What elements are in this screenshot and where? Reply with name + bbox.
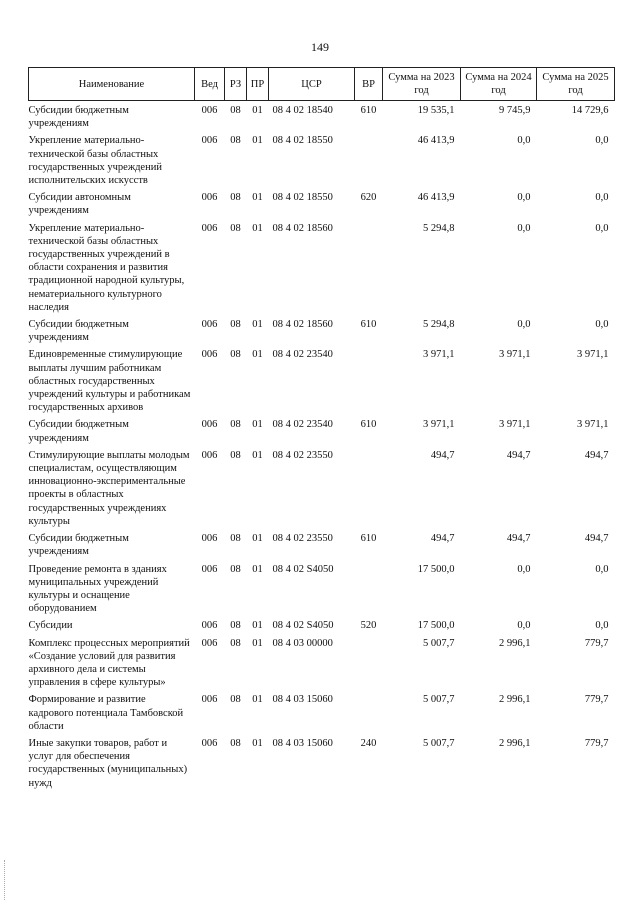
cell-rz: 08 bbox=[230, 449, 241, 461]
cell-sum-2024: 0,0 bbox=[517, 192, 531, 204]
table-row bbox=[29, 219, 615, 315]
cell-sum-2023: 17 500,0 bbox=[417, 563, 455, 575]
cell-vr: 240 bbox=[360, 737, 377, 749]
cell-sum-2025: 779,7 bbox=[584, 694, 609, 706]
table-row bbox=[29, 634, 615, 691]
cell-name: Стимулирующие выплаты молодым специалистам, осуществляющим инновационно-экспериментальные проекты в областных государственных учреждениях культуры bbox=[28, 449, 190, 527]
cell-vr bbox=[355, 560, 383, 617]
cell-sum-2025: 0,0 bbox=[595, 135, 609, 147]
cell-sum-2024: 494,7 bbox=[506, 449, 531, 461]
cell-vr bbox=[355, 446, 383, 529]
cell-sum-2023: 5 294,8 bbox=[423, 319, 455, 331]
cell-vr: 610 bbox=[360, 319, 377, 331]
header-pr: ПР bbox=[247, 68, 269, 101]
header-vr: ВР bbox=[355, 68, 383, 101]
header-sum-2024: Сумма на 2024 год bbox=[461, 68, 537, 101]
table-row bbox=[29, 131, 615, 188]
cell-sum-2023: 5 007,7 bbox=[423, 737, 455, 749]
cell-sum-2025: 0,0 bbox=[595, 563, 609, 575]
cell-vr: 610 bbox=[360, 419, 377, 431]
cell-sum-2024: 0,0 bbox=[517, 222, 531, 234]
cell-name: Единовременные стимулирующие выплаты лучшим работникам областных государственных учреждений культуры и работникам государственных архивов bbox=[28, 349, 191, 414]
cell-ved: 006 bbox=[201, 563, 218, 575]
header-sum-2025: Сумма на 2025 год bbox=[537, 68, 615, 101]
cell-csr: 08 4 02 23550 bbox=[272, 449, 333, 461]
cell-pr: 01 bbox=[252, 192, 263, 204]
cell-name: Субсидии бюджетным учреждениям bbox=[28, 419, 129, 444]
cell-rz: 08 bbox=[230, 135, 241, 147]
cell-pr: 01 bbox=[252, 105, 263, 116]
cell-sum-2023: 5 294,8 bbox=[423, 222, 455, 234]
cell-sum-2025: 3 971,1 bbox=[577, 349, 609, 361]
cell-ved: 006 bbox=[201, 637, 218, 649]
cell-pr: 01 bbox=[252, 449, 263, 461]
cell-sum-2023: 3 971,1 bbox=[423, 349, 455, 361]
cell-sum-2024: 0,0 bbox=[517, 319, 531, 331]
cell-pr: 01 bbox=[252, 319, 263, 331]
header-name: Наименование bbox=[29, 68, 195, 101]
cell-ved: 006 bbox=[201, 737, 218, 749]
cell-ved: 006 bbox=[201, 319, 218, 331]
cell-sum-2025: 779,7 bbox=[584, 737, 609, 749]
cell-name: Проведение ремонта в зданиях муниципальных учреждений культуры и оснащение оборудованием bbox=[28, 563, 167, 615]
margin-mark bbox=[4, 860, 6, 900]
cell-sum-2024: 0,0 bbox=[517, 563, 531, 575]
cell-vr bbox=[355, 690, 383, 734]
cell-ved: 006 bbox=[201, 222, 218, 234]
cell-sum-2024: 494,7 bbox=[506, 533, 531, 545]
table-row bbox=[29, 529, 615, 559]
cell-csr: 08 4 02 S4050 bbox=[272, 620, 334, 632]
cell-name: Укрепление материально-технической базы областных государственных учреждений исполнительских искусств bbox=[28, 135, 162, 187]
cell-pr: 01 bbox=[252, 222, 263, 234]
cell-rz: 08 bbox=[230, 105, 241, 116]
header-ved: Вед bbox=[195, 68, 225, 101]
cell-sum-2024: 0,0 bbox=[517, 135, 531, 147]
header-csr: ЦСР bbox=[269, 68, 355, 101]
cell-rz: 08 bbox=[230, 620, 241, 632]
cell-rz: 08 bbox=[230, 533, 241, 545]
cell-ved: 006 bbox=[201, 192, 218, 204]
cell-pr: 01 bbox=[252, 419, 263, 431]
cell-rz: 08 bbox=[230, 563, 241, 575]
cell-vr: 610 bbox=[360, 533, 377, 545]
cell-sum-2024: 3 971,1 bbox=[499, 349, 531, 361]
cell-sum-2023: 17 500,0 bbox=[417, 620, 455, 632]
cell-vr bbox=[355, 345, 383, 415]
cell-rz: 08 bbox=[230, 319, 241, 331]
cell-sum-2025: 0,0 bbox=[595, 222, 609, 234]
cell-ved: 006 bbox=[201, 620, 218, 632]
cell-vr bbox=[355, 634, 383, 691]
header-sum-2023: Сумма на 2023 год bbox=[383, 68, 461, 101]
cell-sum-2025: 494,7 bbox=[584, 533, 609, 545]
cell-sum-2024: 0,0 bbox=[517, 620, 531, 632]
table-row bbox=[29, 690, 615, 734]
cell-sum-2023: 46 413,9 bbox=[417, 135, 455, 147]
cell-rz: 08 bbox=[230, 737, 241, 749]
cell-sum-2023: 19 535,1 bbox=[417, 105, 455, 116]
table-row bbox=[29, 560, 615, 617]
cell-sum-2025: 3 971,1 bbox=[577, 419, 609, 431]
cell-sum-2023: 3 971,1 bbox=[423, 419, 455, 431]
page-number: 149 bbox=[311, 40, 329, 54]
cell-csr: 08 4 02 18560 bbox=[272, 319, 333, 331]
cell-name: Субсидии бюджетным учреждениям bbox=[28, 319, 129, 344]
cell-ved: 006 bbox=[201, 533, 218, 545]
cell-sum-2025: 0,0 bbox=[595, 319, 609, 331]
cell-sum-2023: 5 007,7 bbox=[423, 694, 455, 706]
cell-ved: 006 bbox=[201, 135, 218, 147]
cell-csr: 08 4 02 18550 bbox=[272, 192, 333, 204]
cell-ved: 006 bbox=[201, 419, 218, 431]
cell-rz: 08 bbox=[230, 637, 241, 649]
cell-sum-2023: 5 007,7 bbox=[423, 637, 455, 649]
cell-ved: 006 bbox=[201, 694, 218, 706]
table-row bbox=[29, 616, 615, 633]
cell-csr: 08 4 03 15060 bbox=[272, 737, 333, 749]
cell-csr: 08 4 03 15060 bbox=[272, 694, 333, 706]
cell-ved: 006 bbox=[201, 349, 218, 361]
cell-csr: 08 4 02 23540 bbox=[272, 349, 333, 361]
table-row bbox=[29, 315, 615, 345]
cell-sum-2023: 494,7 bbox=[430, 533, 455, 545]
table-row bbox=[29, 101, 615, 132]
cell-name: Субсидии автономным учреждениям bbox=[28, 192, 131, 217]
cell-ved: 006 bbox=[201, 449, 218, 461]
cell-name: Субсидии bbox=[28, 620, 73, 632]
table-row bbox=[29, 188, 615, 218]
table-row bbox=[29, 734, 615, 791]
cell-rz: 08 bbox=[230, 694, 241, 706]
cell-sum-2023: 494,7 bbox=[430, 449, 455, 461]
cell-sum-2024: 2 996,1 bbox=[499, 637, 531, 649]
cell-csr: 08 4 02 23550 bbox=[272, 533, 333, 545]
cell-ved: 006 bbox=[201, 105, 218, 116]
cell-sum-2025: 0,0 bbox=[595, 192, 609, 204]
cell-pr: 01 bbox=[252, 533, 263, 545]
cell-csr: 08 4 02 18550 bbox=[272, 135, 333, 147]
table-row bbox=[29, 446, 615, 529]
budget-table bbox=[28, 67, 615, 791]
cell-vr: 520 bbox=[360, 620, 377, 632]
cell-sum-2024: 3 971,1 bbox=[499, 419, 531, 431]
header-rz: РЗ bbox=[225, 68, 247, 101]
cell-pr: 01 bbox=[252, 349, 263, 361]
table-row bbox=[29, 415, 615, 445]
cell-sum-2024: 2 996,1 bbox=[499, 737, 531, 749]
cell-sum-2025: 14 729,6 bbox=[571, 105, 609, 116]
cell-vr bbox=[355, 131, 383, 188]
cell-pr: 01 bbox=[252, 135, 263, 147]
cell-sum-2024: 2 996,1 bbox=[499, 694, 531, 706]
cell-rz: 08 bbox=[230, 419, 241, 431]
cell-pr: 01 bbox=[252, 637, 263, 649]
cell-vr bbox=[355, 219, 383, 315]
cell-name: Укрепление материально-технической базы областных государственных учреждений в области сохранения и развития традиционной народной культуры, нематериального культурного наследия bbox=[28, 222, 185, 313]
cell-sum-2025: 494,7 bbox=[584, 449, 609, 461]
cell-name: Иные закупки товаров, работ и услуг для обеспечения государственных (муниципальных) нужд bbox=[28, 737, 188, 789]
cell-rz: 08 bbox=[230, 222, 241, 234]
table-header-row bbox=[29, 68, 615, 101]
cell-sum-2024: 9 745,9 bbox=[499, 105, 531, 116]
cell-vr: 620 bbox=[360, 192, 377, 204]
cell-name: Комплекс процессных мероприятий «Создание условий для развития архивного дела и системы управления в сфере культуры» bbox=[28, 637, 190, 689]
cell-csr: 08 4 02 23540 bbox=[272, 419, 333, 431]
cell-rz: 08 bbox=[230, 192, 241, 204]
cell-pr: 01 bbox=[252, 694, 263, 706]
cell-csr: 08 4 03 00000 bbox=[272, 637, 333, 649]
cell-rz: 08 bbox=[230, 349, 241, 361]
cell-name: Субсидии бюджетным учреждениям bbox=[28, 105, 129, 130]
cell-name: Субсидии бюджетным учреждениям bbox=[28, 533, 129, 558]
cell-pr: 01 bbox=[252, 563, 263, 575]
cell-pr: 01 bbox=[252, 620, 263, 632]
table-row bbox=[29, 345, 615, 415]
cell-name: Формирование и развитие кадрового потенциала Тамбовской области bbox=[28, 694, 184, 732]
cell-csr: 08 4 02 18540 bbox=[272, 105, 333, 116]
cell-sum-2023: 46 413,9 bbox=[417, 192, 455, 204]
cell-pr: 01 bbox=[252, 737, 263, 749]
cell-csr: 08 4 02 S4050 bbox=[272, 563, 334, 575]
table-body bbox=[29, 101, 615, 791]
cell-sum-2025: 0,0 bbox=[595, 620, 609, 632]
cell-csr: 08 4 02 18560 bbox=[272, 222, 333, 234]
cell-sum-2025: 779,7 bbox=[584, 637, 609, 649]
cell-vr: 610 bbox=[360, 105, 377, 116]
